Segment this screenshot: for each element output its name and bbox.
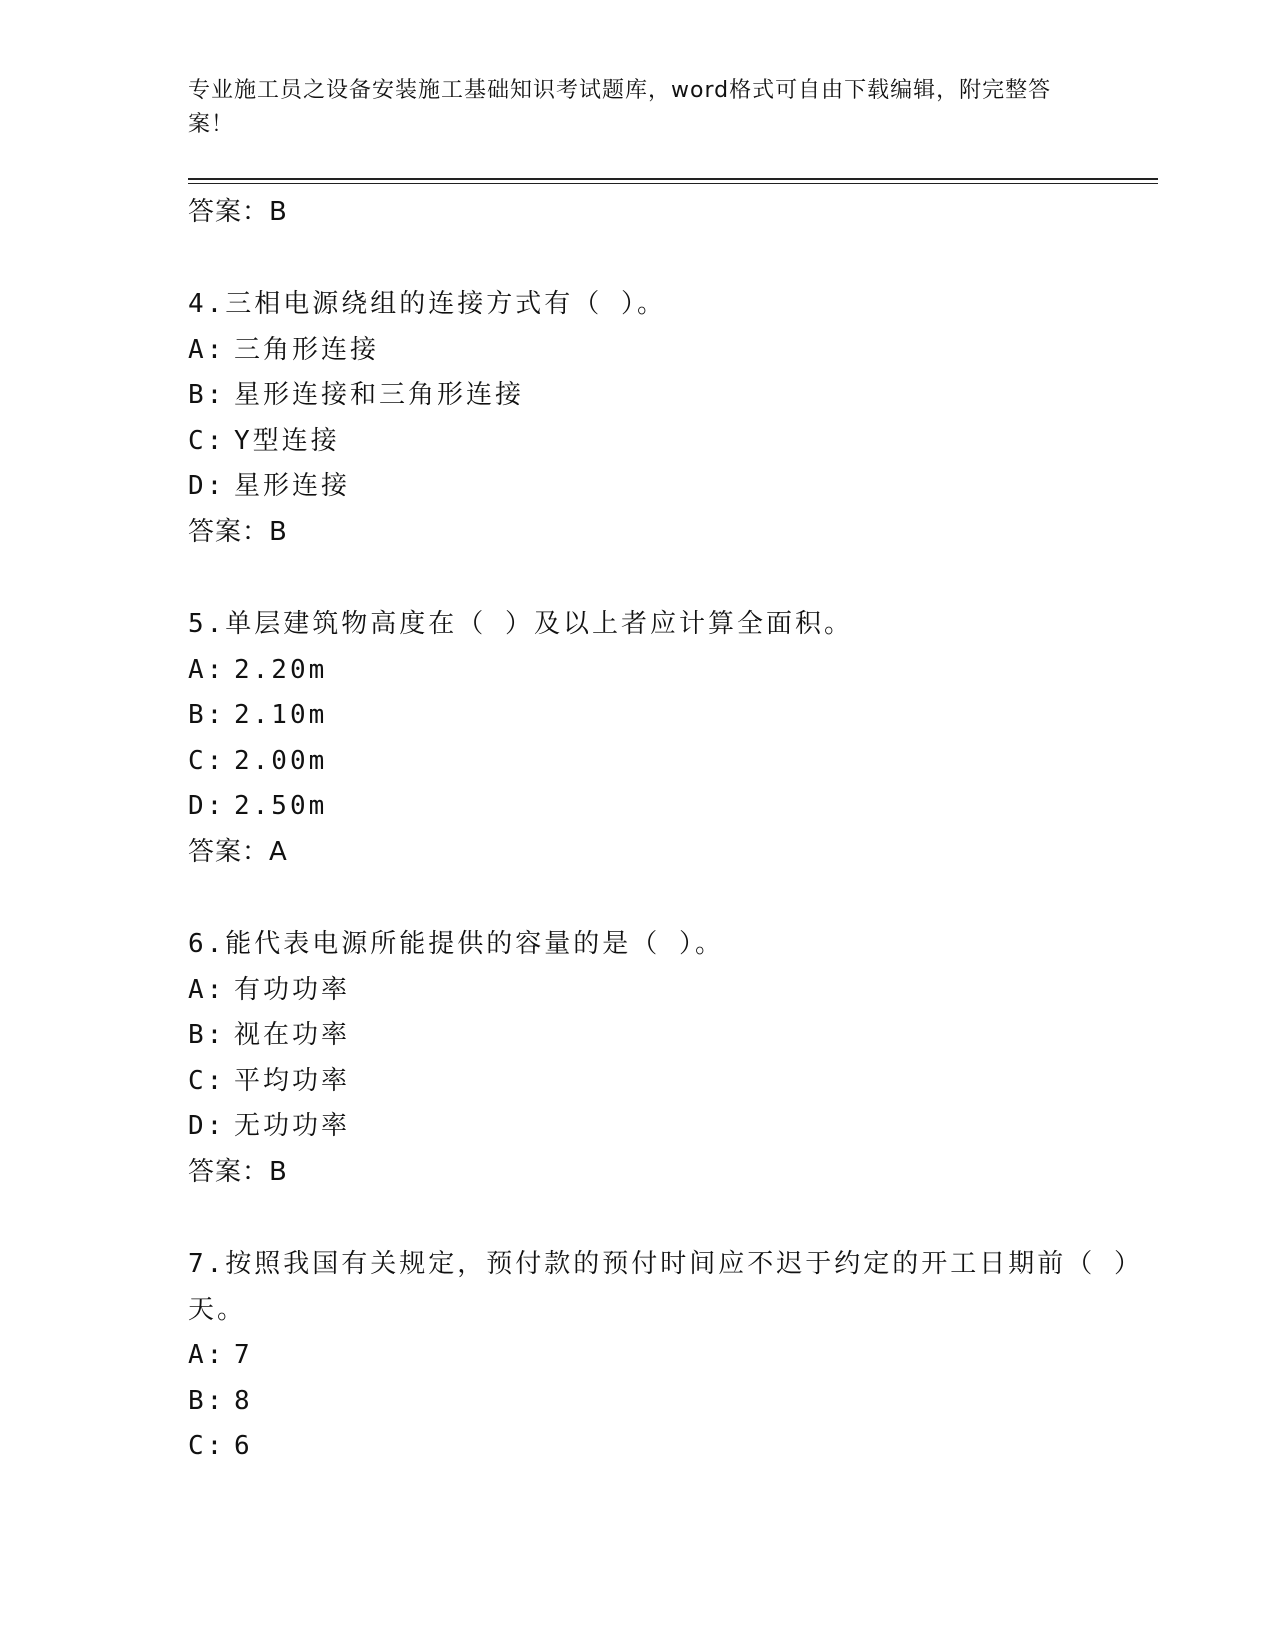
option-text: 7 [234, 1340, 253, 1371]
question-list [188, 190, 1158, 1470]
option-c [188, 1059, 1158, 1105]
option-text: 三角形连接 [234, 334, 380, 365]
option-label: D: [188, 791, 226, 822]
option-text: 2.10m [234, 700, 328, 731]
option-text: 星形连接 [234, 471, 351, 502]
question-text: 6.能代表电源所能提供的容量的是（ ）。 [188, 928, 724, 959]
question-text: 5.单层建筑物高度在（ ）及以上者应计算全面积。 [188, 608, 853, 639]
option-label: A: [188, 334, 226, 365]
option-label: D: [188, 1111, 226, 1142]
header-rule-thin [188, 183, 1158, 184]
option-label: A: [188, 654, 226, 685]
option-d [188, 1104, 1158, 1150]
option-label: D: [188, 471, 226, 502]
option-text: 视在功率 [234, 1020, 351, 1051]
question-gap [188, 874, 1158, 922]
option-label: C: [188, 425, 226, 456]
option-a [188, 328, 1158, 374]
option-text: Y型连接 [234, 425, 340, 456]
option-text: 星形连接和三角形连接 [234, 380, 525, 411]
option-label: B: [188, 700, 226, 731]
option-text: 2.50m [234, 791, 328, 822]
question-gap [188, 234, 1158, 282]
option-label: A: [188, 974, 226, 1005]
option-a [188, 648, 1158, 694]
answer-line: 答案：A [188, 836, 288, 867]
question-gap [188, 554, 1158, 602]
option-text: 无功功率 [234, 1111, 351, 1142]
option-d [188, 464, 1158, 510]
answer-line: 答案：B [188, 197, 288, 227]
option-label: B: [188, 380, 226, 411]
option-text: 有功功率 [234, 974, 351, 1005]
question-text: 7.按照我国有关规定，预付款的预付时间应不迟于约定的开工日期前（ ）天。 [188, 1248, 1143, 1325]
option-c [188, 1424, 1158, 1470]
option-b [188, 373, 1158, 419]
option-text: 2.20m [234, 654, 328, 685]
option-b [188, 1013, 1158, 1059]
answer-line: 答案：B [188, 516, 288, 547]
option-text: 8 [234, 1385, 253, 1416]
option-text: 平均功率 [234, 1065, 351, 1096]
header-rule [188, 178, 1158, 180]
option-a [188, 1333, 1158, 1379]
option-a [188, 968, 1158, 1014]
answer-line: 答案：B [188, 1156, 288, 1187]
option-text: 2.00m [234, 745, 328, 776]
option-c [188, 739, 1158, 785]
question-text: 4.三相电源绕组的连接方式有（ ）。 [188, 289, 666, 319]
option-label: B: [188, 1020, 226, 1051]
option-label: C: [188, 1431, 226, 1462]
option-b [188, 693, 1158, 739]
option-label: B: [188, 1385, 226, 1416]
document-header: 专业施工员之设备安装施工基础知识考试题库，word格式可自由下载编辑，附完整答案！ [188, 78, 1052, 137]
option-label: C: [188, 1065, 226, 1096]
option-text: 6 [234, 1431, 253, 1462]
option-b [188, 1379, 1158, 1425]
option-label: A: [188, 1340, 226, 1371]
option-c [188, 419, 1158, 465]
option-d [188, 784, 1158, 830]
question-gap [188, 1194, 1158, 1242]
option-label: C: [188, 745, 226, 776]
